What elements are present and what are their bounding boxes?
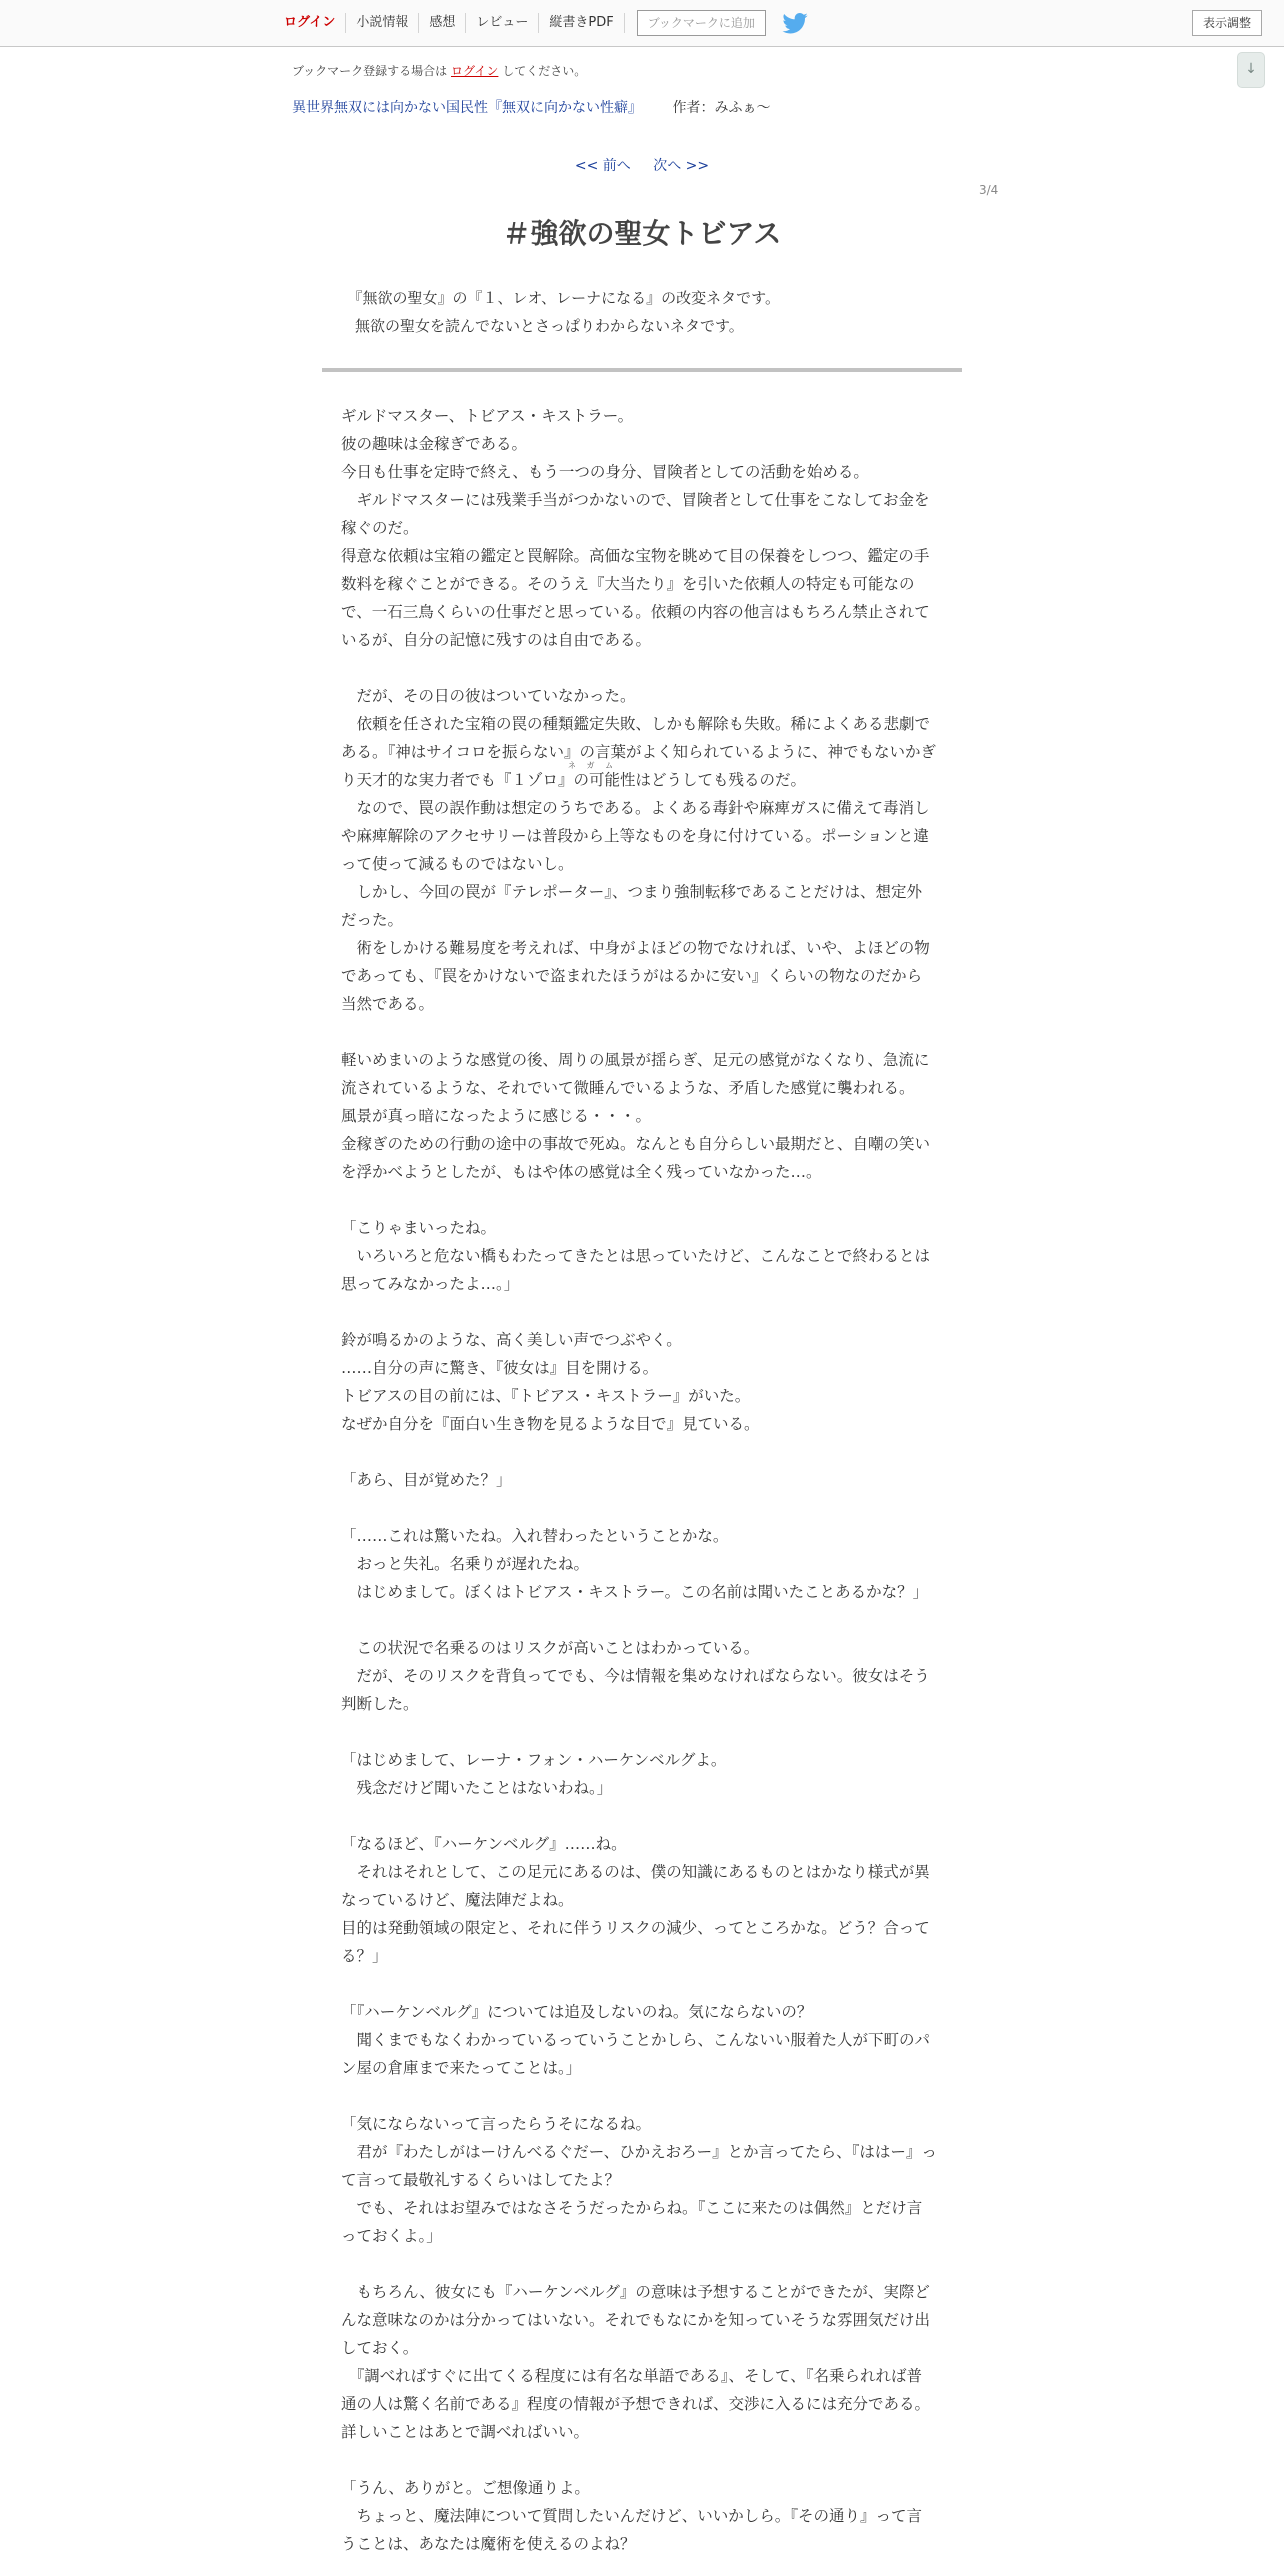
body-paragraph: 「うん、ありがと。ご想像通りよ。 <box>341 2479 590 2497</box>
body-paragraph: 「……これは驚いたね。入れ替わったということかな。 <box>341 1527 729 1545</box>
body-paragraph <box>341 654 937 682</box>
body-paragraph: ちょっと、魔法陣について質問したいんだけど、いいかしら。『その通り』って言うことは、あなたは魔術を使えるのよね？ <box>341 2507 922 2553</box>
top-navigation-bar <box>0 0 1284 47</box>
add-bookmark-button[interactable]: ブックマークに追加 <box>637 10 766 36</box>
body-paragraph <box>341 1970 937 1998</box>
body-paragraph: でも、それはお望みではなさそうだったからね。『ここに来たのは偶然』とだけ言っておくよ。」 <box>341 2199 923 2245</box>
body-paragraph: 依頼を任された宝箱の罠の種類鑑定失敗、しかも解除も失敗。稀によくある悲劇である。『神はサイコロを振らない』の言葉がよく知られているように、神でもないかぎり天才的な実力者でも『１ゾロ』の可能性はどうしても残るのだ。 <box>341 715 937 789</box>
body-paragraph: 今日も仕事を定時で終え、もう一つの身分、冒険者としての活動を始める。 <box>341 463 869 481</box>
body-paragraph: いろいろと危ない橋もわたってきたとは思っていたけど、こんなことで終わるとは思ってみなかったよ…。」 <box>341 1247 931 1293</box>
body-paragraph: 「あら、目が覚めた？」 <box>341 1471 512 1489</box>
novel-info-line <box>292 97 770 117</box>
body-paragraph <box>341 2082 937 2110</box>
body-paragraph <box>341 1494 937 1522</box>
nav-review-link[interactable]: レビュー <box>465 13 538 33</box>
body-paragraph: この状況で名乗るのはリスクが高いことはわかっている。 <box>341 1639 760 1657</box>
nav-login-link[interactable]: ログイン <box>284 15 336 30</box>
body-paragraph: はじめまして。ぼくはトビアス・キストラー。この名前は聞いたことあるかな？」 <box>341 1583 929 1601</box>
bookmark-notice-suffix: してください。 <box>502 64 587 78</box>
body-paragraph: しかし、今回の罠が『テレポーター』、つまり強制転移であることだけは、想定外だった。 <box>341 883 922 929</box>
body-paragraph <box>341 1018 937 1046</box>
body-paragraph: 風景が真っ暗になったように感じる・・・。 <box>341 1107 652 1125</box>
body-paragraph: 鈴が鳴るかのような、高く美しい声でつぶやく。 <box>341 1331 682 1349</box>
global-nav <box>272 0 810 46</box>
body-paragraph: 得意な依頼は宝箱の鑑定と罠解除。高価な宝物を眺めて目の保養をしつつ、鑑定の手数料を稼ぐことができる。そのうえ『大当たり』を引いた依頼人の特定も可能なので、一石三鳥くらいの仕事だと思っている。依頼の内容の他言はもちろん禁止されているが、自分の記憶に残すのは自由である。 <box>341 547 930 649</box>
body-paragraph: ……自分の声に驚き、『彼女は』目を開ける。 <box>341 1359 659 1377</box>
body-paragraph: 「こりゃまいったね。 <box>341 1219 497 1237</box>
preface-line: 『無欲の聖女』の『１、レオ、レーナになる』の改変ネタです。 <box>340 289 780 307</box>
body-paragraph: 目的は発動領域の限定と、それに伴うリスクの減少、ってところかな。どう？合ってる？」 <box>341 1919 930 1965</box>
body-paragraph <box>341 1802 937 1830</box>
body-paragraph: 残念だけど聞いたことはないわね。」 <box>341 1779 613 1797</box>
nav-vertical-pdf-link[interactable]: 縦書きPDF <box>538 13 624 33</box>
body-paragraph: もちろん、彼女にも『ハーケンベルグ』の意味は予想することができたが、実際どんな意味なのかは分かってはいない。それでもなにかを知っていそうな雰囲気だけ出しておく。 <box>341 2283 931 2357</box>
author-name: 作者：みふぁ～ <box>672 100 771 116</box>
body-paragraph: 「はじめまして、レーナ・フォン・ハーケンベルグよ。 <box>341 1751 727 1769</box>
display-settings-button[interactable]: 表示調整 <box>1192 10 1262 36</box>
preface-divider <box>322 368 962 372</box>
twitter-icon[interactable] <box>782 12 810 34</box>
body-paragraph: 金稼ぎのための行動の途中の事故で死ぬ。なんとも自分らしい最期だと、自嘲の笑いを浮かべようとしたが、もはや体の感覚は全く残っていなかった…。 <box>341 1135 931 1181</box>
body-paragraph: 術をしかける難易度を考えれば、中身がよほどの物でなければ、いや、よほどの物であっても、『罠をかけないで盗まれたほうがはるかに安い』くらいの物なのだから当然である。 <box>341 939 930 1013</box>
body-paragraph <box>341 1718 937 1746</box>
body-paragraph: それはそれとして、この足元にあるのは、僕の知識にあるものとはかなり様式が異なっているけど、魔法陣だよね。 <box>341 1863 930 1909</box>
body-paragraph: トビアスの目の前には、『トビアス・キストラー』がいた。 <box>341 1387 751 1405</box>
novel-body <box>341 402 937 2558</box>
body-paragraph: だが、その日の彼はついていなかった。 <box>341 687 636 705</box>
preface-line: 無欲の聖女を読んでないとさっぱりわからないネタです。 <box>340 317 744 335</box>
body-paragraph: だが、そのリスクを背負ってでも、今は情報を集めなければならない。彼女はそう判断した。 <box>341 1667 930 1713</box>
body-paragraph: 聞くまでもなくわかっているっていうことかしら、こんないい服着た人が下町のパン屋の倉庫まで来たってことは。」 <box>341 2031 931 2077</box>
bookmark-notice-prefix: ブックマーク登録する場合は <box>292 64 448 78</box>
body-paragraph: 「『ハーケンベルグ』については追及しないのね。気にならないの？ <box>341 2003 813 2021</box>
chapter-title: ＃強欲の聖女トビアス <box>502 217 782 250</box>
body-paragraph <box>341 1298 937 1326</box>
body-paragraph <box>341 2250 937 2278</box>
body-paragraph: 彼の趣味は金稼ぎである。 <box>341 435 528 453</box>
body-paragraph: 「なるほど、『ハーケンベルグ』……ね。 <box>341 1835 627 1853</box>
bookmark-login-notice <box>292 62 586 79</box>
body-paragraph: ギルドマスター、トビアス・キストラー。 <box>341 407 634 425</box>
twitter-bird-icon <box>782 13 808 34</box>
prev-episode-link[interactable]: << 前へ <box>574 158 631 174</box>
body-paragraph: 軽いめまいのような感覚の後、周りの風景が揺らぎ、足元の感覚がなくなり、急流に流されているような、それでいて微睡んでいるような、矛盾した感覚に襲われる。 <box>341 1051 930 1097</box>
body-paragraph: 君が『わたしがはーけんべるぐだー、ひかえおろー』とか言ってたら、『ははー』って言って最敬礼するくらいはしてたよ？ <box>341 2143 937 2189</box>
body-paragraph <box>341 2446 937 2474</box>
episode-page-number: 3/4 <box>979 183 999 197</box>
body-paragraph: なので、罠の誤作動は想定のうちである。よくある毒針や麻痺ガスに備えて毒消しや麻痺解除のアクセサリーは普段から上等なものを身に付けている。ポーションと違って使って減るものではないし。 <box>341 799 930 873</box>
scroll-down-icon[interactable]: ↓ <box>1237 52 1265 88</box>
nav-novel-info-link[interactable]: 小説情報 <box>345 13 418 33</box>
body-paragraph: ギルドマスターには残業手当がつかないので、冒険者として仕事をこなしてお金を稼ぐのだ。 <box>341 491 930 537</box>
episode-pager <box>0 155 1284 175</box>
body-paragraph: 『調べればすぐに出てくる程度には有名な単語である』、そして、『名乗られれば普通の人は驚く名前である』程度の情報が予想できれば、交渉に入るには充分である。詳しいことはあとで調べればいい。 <box>341 2367 931 2441</box>
bookmark-login-link[interactable]: ログイン <box>451 64 499 78</box>
preface <box>340 284 960 340</box>
body-paragraph <box>341 1606 937 1634</box>
body-paragraph: おっと失礼。名乗りが遅れたね。 <box>341 1555 590 1573</box>
body-paragraph <box>341 1438 937 1466</box>
ruby-annotation: ネ ガ ム <box>568 761 618 770</box>
nav-impressions-link[interactable]: 感想 <box>418 13 465 33</box>
body-paragraph <box>341 1186 937 1214</box>
body-paragraph: なぜか自分を『面白い生き物を見るような目で』見ている。 <box>341 1415 760 1433</box>
novel-title-link[interactable]: 異世界無双には向かない国民性『無双に向かない性癖』 <box>292 100 642 116</box>
body-paragraph: 「気にならないって言ったらうそになるね。 <box>341 2115 652 2133</box>
next-episode-link[interactable]: 次へ >> <box>653 158 710 174</box>
